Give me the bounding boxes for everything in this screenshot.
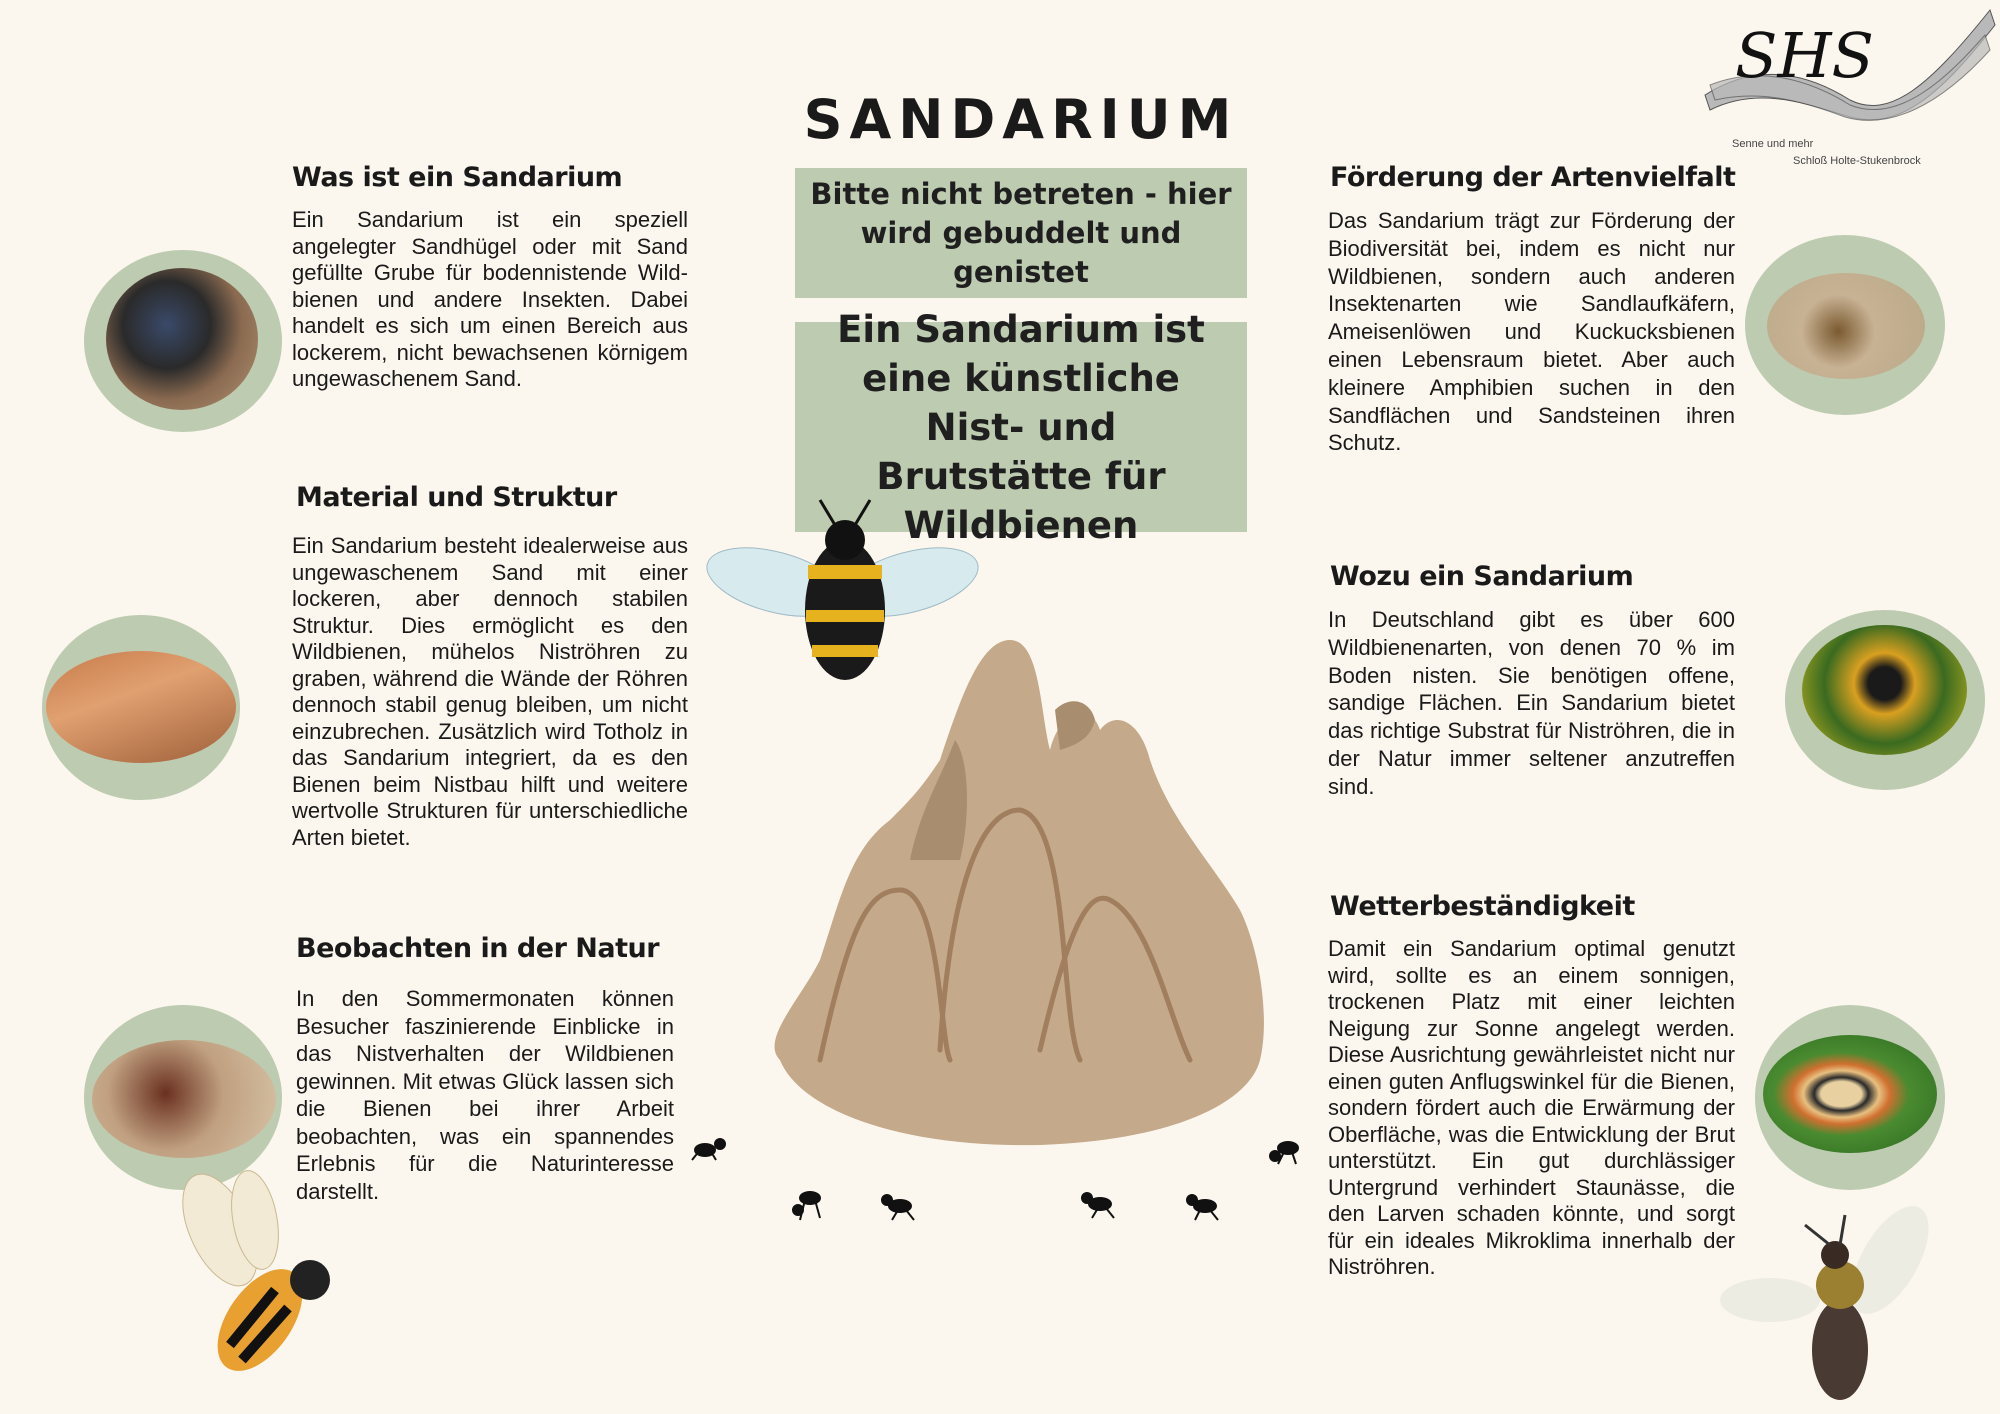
- text-wetter: Damit ein Sandarium optimal genutzt wird, sollte es an einem sonnigen, trockenen Platz mit einer leichten Neigung zur Sonne angelegt werden. Diese Ausrichtung gewährleistet nicht nur einen guten Anflugswinkel für die Bienen, sondern fördert auch die Erwärmung der Oberfläche, was die Entwicklung der Brut unterstützt. Ein gut durchlässiger Untergrund verhindert Staunässe, die den Larven schaden könnte, und sorgt für ein ideales Mikroklima innerhalb der Niströhren.: [1328, 936, 1735, 1279]
- text-was: Ein Sandarium ist ein speziell angelegter Sandhügel oder mit Sand gefüllte Grube für bodennistende Wildbienen und andere Insekten. Dabei handelt es sich um einen Bereich aus lockerem, nicht bewachsenen körnigem ungewaschenem Sand.: [292, 207, 688, 391]
- ants-illustration: [680, 1120, 1300, 1230]
- notice-box: Bitte nicht betreten - hier wird gebuddelt und genistet: [795, 168, 1247, 298]
- text-foerderung: Das Sandarium trägt zur Förderung der Biodiversität bei, indem es nicht nur Wildbienen, sondern auch anderen Insektenarten wie Sandlaufkäfern, Ameisenlöwen und Kuckucksbienen einen Lebensraum bietet. Aber auch kleinere Amphibien suchen in den Sandflächen und Sandsteinen ihren Schutz.: [1328, 208, 1735, 456]
- heading-was: Was ist ein Sandarium: [292, 162, 623, 193]
- bumblebee-photo: [1802, 625, 1967, 755]
- colorado-beetle-photo: [1763, 1035, 1937, 1153]
- dung-beetle-photo: [106, 268, 258, 410]
- photo-blob-wasp: [84, 1005, 282, 1190]
- heading-wozu: Wozu ein Sandarium: [1330, 561, 1634, 592]
- ant-icon: [1187, 1195, 1218, 1220]
- text-wozu: In Deutschland gibt es über 600 Wildbienenarten, von denen 70 % im Boden nisten. Sie benötigen offene, sandige Flächen. Ein Sandarium bietet das richtige Substrat für Niströhren, die in der Natur immer seltener anzutreffen sind.: [1328, 607, 1735, 799]
- logo-subtitle-1: Senne und mehr: [1732, 138, 1814, 150]
- bee-illustration-bottom-left: [170, 1170, 360, 1400]
- wasp-photo: [92, 1040, 276, 1158]
- heading-beobachten: Beobachten in der Natur: [296, 933, 660, 964]
- photo-blob-ant: [42, 615, 240, 800]
- heading-material: Material und Struktur: [296, 482, 617, 513]
- photo-blob-colorado-beetle: [1755, 1005, 1945, 1190]
- heading-foerderung: Förderung der Artenvielfalt: [1330, 162, 1736, 193]
- sand-mound-illustration: [740, 620, 1280, 1180]
- bumblebee-illustration: [700, 490, 990, 690]
- ant-icon: [882, 1195, 914, 1220]
- sand-nest-photo: [1767, 273, 1925, 379]
- ant-photo: [46, 651, 236, 763]
- ant-icon: [1270, 1142, 1298, 1164]
- text-material: Ein Sandarium besteht idealerweise aus ungewaschenem Sand mit einer lockeren, aber dennoch stabilen Struktur. Dies ermöglicht es den Wildbienen, mühelos Niströhren zu graben, während die Wände der Röhren dennoch stabil genug bleiben, um nicht einzubrechen. Zusätzlich wird Totholz in das Sandarium integriert, da es den Bienen beim Nistbau hilft und weitere wertvolle Strukturen für unterschiedliche Arten bietet.: [292, 533, 688, 850]
- bee-illustration-bottom-right: [1720, 1200, 1950, 1410]
- page-title: SANDARIUM: [803, 88, 1239, 151]
- photo-blob-beetle: [84, 250, 282, 432]
- logo-subtitle-2: Schloß Holte-Stukenbrock: [1793, 155, 1921, 167]
- ant-icon: [1082, 1193, 1114, 1218]
- definition-box: Ein Sandarium ist eine künstliche Nist- und Brutstätte für Wildbienen: [795, 322, 1247, 532]
- text-beobachten: In den Sommermonaten können Besucher faszinierende Einblicke in das Nistverhalten der Wildbienen gewinnen. Mit etwas Glück lassen sich die Bienen bei ihrer Arbeit beobachten, was ein spannendes Erlebnis für die Naturinteresse darstellt.: [296, 986, 674, 1204]
- svg-text:SHS: SHS: [1735, 19, 1875, 92]
- photo-blob-bumblebee: [1785, 610, 1985, 790]
- ant-icon: [692, 1139, 725, 1160]
- heading-wetter: Wetterbeständigkeit: [1330, 891, 1635, 922]
- ant-icon: [793, 1192, 820, 1220]
- photo-blob-sand: [1745, 235, 1945, 415]
